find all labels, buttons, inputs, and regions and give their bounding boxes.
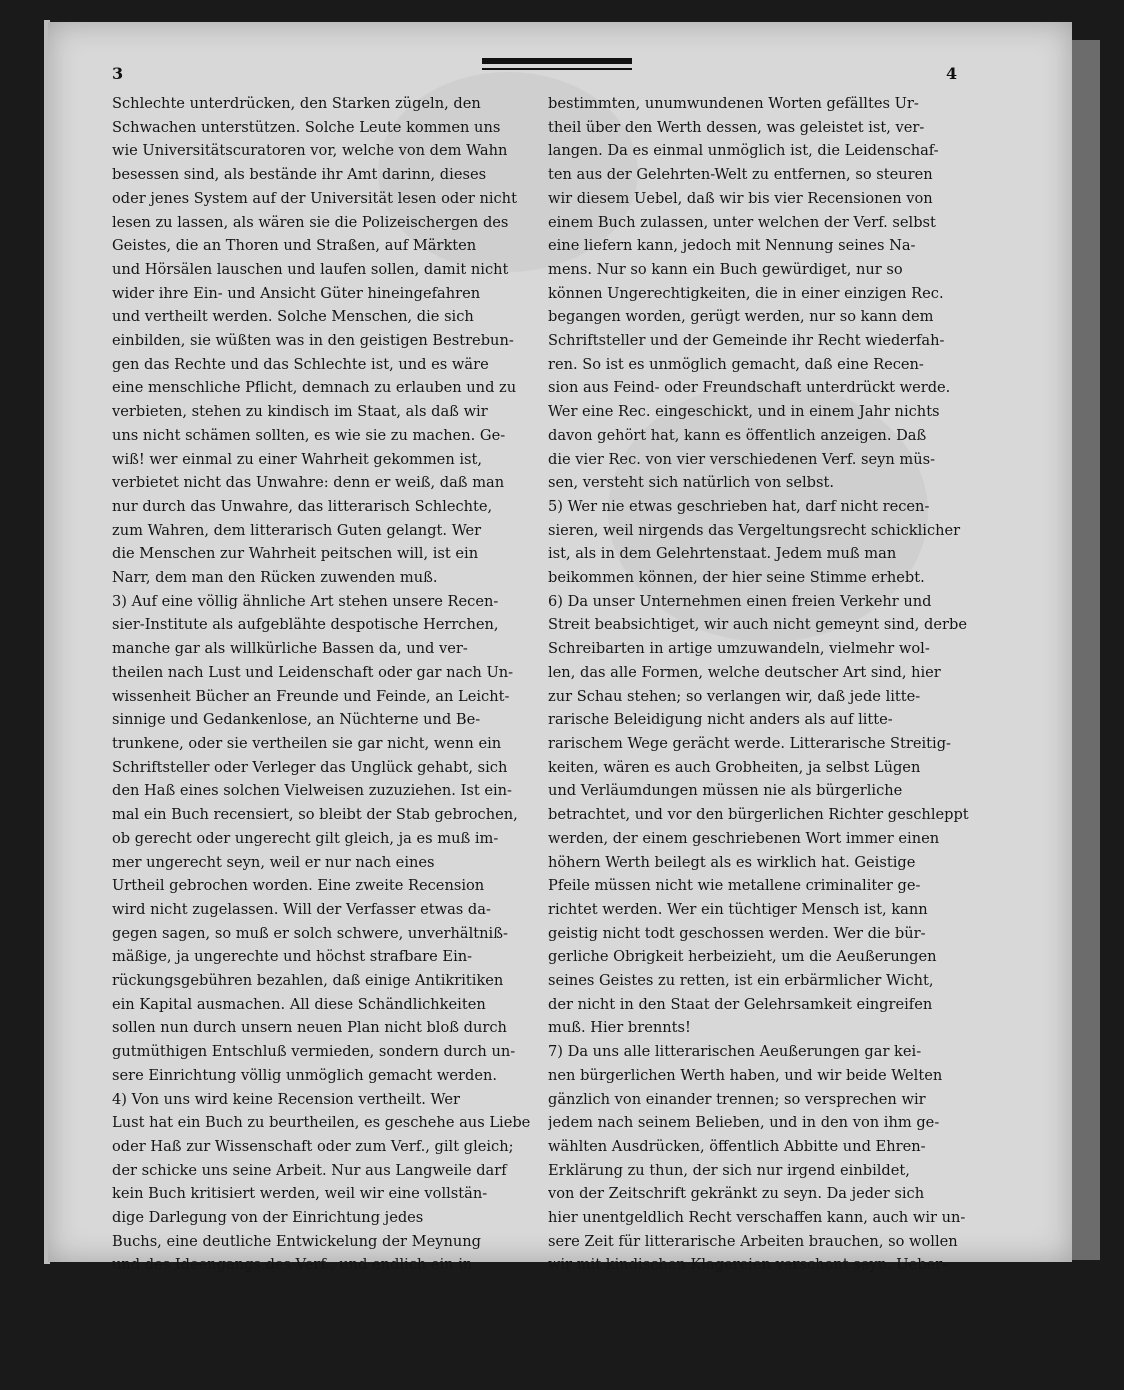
right-page-number: 4 bbox=[946, 64, 958, 83]
text-line: zum Wahren, dem litterarisch Guten gelangt. Wer bbox=[112, 521, 482, 539]
text-line: langen. Da es einmal unmöglich ist, die Leidenschaf- bbox=[548, 142, 939, 160]
text-line: 7) Da uns alle litterarischen Aeußerungen gar kei- bbox=[548, 1043, 922, 1061]
text-line: beikommen können, der hier seine Stimme erhebt. bbox=[548, 569, 925, 587]
text-line: 6) Da unser Unternehmen einen freien Verkehr und bbox=[548, 592, 932, 610]
text-line: wir diesem Uebel, daß wir bis vier Recensionen von bbox=[548, 189, 933, 207]
text-line: wie Universitätscuratoren vor, welche von dem Wahn bbox=[112, 142, 508, 160]
text-line: len, das alle Formen, welche deutscher Art sind, hier bbox=[548, 663, 941, 681]
text-line: geistig nicht todt geschossen werden. Wer die bür- bbox=[548, 924, 926, 942]
left-page-number: 3 bbox=[112, 64, 124, 83]
text-line: oder jenes System auf der Universität lesen oder nicht bbox=[112, 189, 517, 207]
text-line: keiten, wären es auch Grobheiten, ja selbst Lügen bbox=[548, 758, 921, 776]
text-line: wir mit kindischen Klagereien verschont seyn. Ueber- bbox=[548, 1256, 948, 1274]
text-line: manche gar als willkürliche Bassen da, und ver- bbox=[112, 640, 468, 658]
text-line: ren. So ist es unmöglich gemacht, daß eine Recen- bbox=[548, 355, 924, 373]
text-line: sieren, weil nirgends das Vergeltungsrecht schicklicher bbox=[548, 521, 961, 539]
text-line: mer ungerecht seyn, weil er nur nach eines bbox=[112, 853, 435, 871]
text-line: der nicht in den Staat der Gelehrsamkeit eingreifen bbox=[548, 995, 933, 1013]
text-line: und Hörsälen lauschen und laufen sollen, damit nicht bbox=[112, 260, 509, 278]
text-line: werden, der einem geschriebenen Wort immer einen bbox=[548, 829, 940, 847]
text-line: theilen nach Lust und Leidenschaft oder gar nach Un- bbox=[112, 663, 514, 681]
text-line: richtet werden. Wer ein tüchtiger Mensch ist, kann bbox=[548, 900, 928, 918]
text-line: gerliche Obrigkeit herbeizieht, um die Aeußerungen bbox=[548, 948, 937, 966]
text-line: können Ungerechtigkeiten, die in einer einzigen Rec. bbox=[548, 284, 944, 302]
text-line: seines Geistes zu retten, ist ein erbärmlicher Wicht, bbox=[548, 972, 934, 990]
text-line: gegen sagen, so muß er solch schwere, unverhältniß- bbox=[112, 924, 508, 942]
text-line: betrachtet, und vor den bürgerlichen Richter geschleppt bbox=[548, 806, 969, 824]
text-line: wissenheit Bücher an Freunde und Feinde, an Leicht- bbox=[112, 687, 510, 705]
text-line: den Haß eines solchen Vielweisen zuzuziehen. Ist ein- bbox=[112, 782, 512, 800]
text-line: sinnige und Gedankenlose, an Nüchterne und Be- bbox=[112, 711, 481, 729]
header-rule-thin bbox=[482, 68, 632, 70]
text-line: sollen nun durch unsern neuen Plan nicht bloß durch bbox=[112, 1019, 507, 1037]
text-line: die vier Rec. von vier verschiedenen Verf. seyn müs- bbox=[548, 450, 936, 468]
text-line: Narr, dem man den Rücken zuwenden muß. bbox=[112, 569, 438, 587]
text-line: muß. Hier brennts! bbox=[548, 1019, 691, 1037]
text-line: verbietet nicht das Unwahre: denn er weiß, daß man bbox=[112, 474, 505, 492]
text-line: uns nicht schämen sollten, es wie sie zu machen. Ge- bbox=[112, 426, 506, 444]
left-text-column bbox=[112, 92, 542, 1277]
text-line: einem Buch zulassen, unter welchen der Verf. selbst bbox=[548, 213, 936, 231]
text-line: sion aus Feind- oder Freundschaft unterdrückt werde. bbox=[548, 379, 951, 397]
text-line: mal ein Buch recensiert, so bleibt der Stab gebrochen, bbox=[112, 806, 518, 824]
text-line: dige Darlegung von der Einrichtung jedes bbox=[112, 1209, 424, 1227]
text-line: und Verläumdungen müssen nie als bürgerliche bbox=[548, 782, 903, 800]
text-line: bestimmten, unumwundenen Worten gefälltes Ur- bbox=[548, 95, 919, 112]
text-line: 4) Von uns wird keine Recension vertheilt. Wer bbox=[112, 1090, 460, 1108]
text-line: gutmüthigen Entschluß vermieden, sondern durch un- bbox=[112, 1043, 516, 1061]
text-line: gen das Rechte und das Schlechte ist, und es wäre bbox=[112, 355, 489, 373]
text-line: besessen sind, als bestände ihr Amt darinn, dieses bbox=[112, 166, 487, 184]
text-line: wider ihre Ein- und Ansicht Güter hineingefahren bbox=[112, 284, 481, 302]
text-line: mens. Nur so kann ein Buch gewürdiget, nur so bbox=[548, 260, 903, 278]
text-line: einbilden, sie wüßten was in den geistigen Bestrebun- bbox=[112, 332, 514, 350]
text-line: theil über den Werth dessen, was geleistet ist, ver- bbox=[548, 118, 925, 136]
text-line: Geistes, die an Thoren und Straßen, auf Märkten bbox=[112, 237, 477, 255]
text-line: ein Kapital ausmachen. All diese Schändlichkeiten bbox=[112, 995, 486, 1013]
text-line: sen, versteht sich natürlich von selbst. bbox=[548, 474, 835, 492]
text-line: und vertheilt werden. Solche Menschen, die sich bbox=[112, 308, 474, 326]
text-line: nur durch das Unwahre, das litterarisch Schlechte, bbox=[112, 497, 493, 515]
text-line: lesen zu lassen, als wären sie die Polizeischergen des bbox=[112, 213, 509, 231]
text-line: sere Zeit für litterarische Arbeiten brauchen, so wollen bbox=[548, 1232, 958, 1250]
header-rule bbox=[482, 58, 632, 64]
text-line: ist, als in dem Gelehrtenstaat. Jedem muß man bbox=[548, 545, 897, 563]
text-line: trunkene, oder sie vertheilen sie gar nicht, wenn ein bbox=[112, 734, 502, 752]
text-line: Streit beabsichtiget, wir auch nicht gemeynt sind, derbe bbox=[548, 616, 967, 634]
text-line: eine liefern kann, jedoch mit Nennung seines Na- bbox=[548, 237, 916, 255]
text-line: Urtheil gebrochen worden. Eine zweite Recension bbox=[112, 877, 485, 895]
text-line: ob gerecht oder ungerecht gilt gleich, ja es muß im- bbox=[112, 829, 499, 847]
text-line: höhern Werth beilegt als es wirklich hat. Geistige bbox=[548, 853, 916, 871]
text-line: sier-Institute als aufgeblähte despotische Herrchen, bbox=[112, 616, 499, 634]
text-line: von der Zeitschrift gekränkt zu seyn. Da jeder sich bbox=[548, 1185, 925, 1203]
text-line: Schriftsteller und der Gemeinde ihr Recht wiederfah- bbox=[548, 332, 945, 350]
text-line: rarische Beleidigung nicht anders als auf litte- bbox=[548, 711, 893, 729]
text-line: kein Buch kritisiert werden, weil wir eine vollstän- bbox=[112, 1185, 488, 1203]
text-line: gänzlich von einander trennen; so versprechen wir bbox=[548, 1090, 926, 1108]
text-line: hier unentgeldlich Recht verschaffen kann, auch wir un- bbox=[548, 1209, 966, 1227]
text-line: sere Einrichtung völlig unmöglich gemacht werden. bbox=[112, 1066, 497, 1084]
text-line: wiß! wer einmal zu einer Wahrheit gekommen ist, bbox=[112, 450, 483, 468]
text-line: 3) Auf eine völlig ähnliche Art stehen unsere Recen- bbox=[112, 592, 499, 610]
text-line: der schicke uns seine Arbeit. Nur aus Langweile darf bbox=[112, 1161, 507, 1179]
text-line: jedem nach seinem Belieben, und in den von ihm ge- bbox=[548, 1114, 940, 1132]
text-line: Schreibarten in artige umzuwandeln, vielmehr wol- bbox=[548, 640, 930, 658]
text-line: oder Haß zur Wissenschaft oder zum Verf., gilt gleich; bbox=[112, 1137, 514, 1155]
text-line: Buchs, eine deutliche Entwickelung der Meynung bbox=[112, 1232, 481, 1250]
text-line: Pfeile müssen nicht wie metallene criminaliter ge- bbox=[548, 877, 921, 895]
text-line: nen bürgerlichen Werth haben, und wir beide Welten bbox=[548, 1066, 943, 1084]
text-line: und des Ideengangs des Verf., und endlich ein in bbox=[112, 1256, 473, 1274]
text-line: begangen worden, gerügt werden, nur so kann dem bbox=[548, 308, 934, 326]
text-line: Wer eine Rec. eingeschickt, und in einem Jahr nichts bbox=[548, 403, 940, 421]
text-line: die Menschen zur Wahrheit peitschen will, ist ein bbox=[112, 545, 479, 563]
text-line: wird nicht zugelassen. Will der Verfasser etwas da- bbox=[112, 900, 491, 918]
text-line: rarischem Wege gerächt werde. Litterarische Streitig- bbox=[548, 734, 951, 752]
text-line: zur Schau stehen; so verlangen wir, daß jede litte- bbox=[548, 687, 921, 705]
text-line: Schwachen unterstützen. Solche Leute kommen uns bbox=[112, 118, 501, 136]
text-line: Erklärung zu thun, der sich nur irgend einbildet, bbox=[548, 1161, 910, 1179]
text-line: Lust hat ein Buch zu beurtheilen, es geschehe aus Liebe bbox=[112, 1114, 531, 1132]
text-line: Schlechte unterdrücken, den Starken zügeln, den bbox=[112, 95, 481, 112]
text-line: rückungsgebühren bezahlen, daß einige Antikritiken bbox=[112, 972, 504, 990]
text-line: 5) Wer nie etwas geschrieben hat, darf nicht recen- bbox=[548, 497, 930, 515]
text-line: ten aus der Gelehrten-Welt zu entfernen, so steuren bbox=[548, 166, 933, 184]
text-line: Schriftsteller oder Verleger das Unglück gehabt, sich bbox=[112, 758, 508, 776]
text-line: verbieten, stehen zu kindisch im Staat, als daß wir bbox=[112, 403, 488, 421]
text-line: mäßige, ja ungerechte und höchst strafbare Ein- bbox=[112, 948, 473, 966]
text-line: davon gehört hat, kann es öffentlich anzeigen. Daß bbox=[548, 426, 927, 444]
text-line: eine menschliche Pflicht, demnach zu erlauben und zu bbox=[112, 379, 517, 397]
right-text-column bbox=[548, 92, 978, 1277]
text-line: wählten Ausdrücken, öffentlich Abbitte und Ehren- bbox=[548, 1137, 926, 1155]
